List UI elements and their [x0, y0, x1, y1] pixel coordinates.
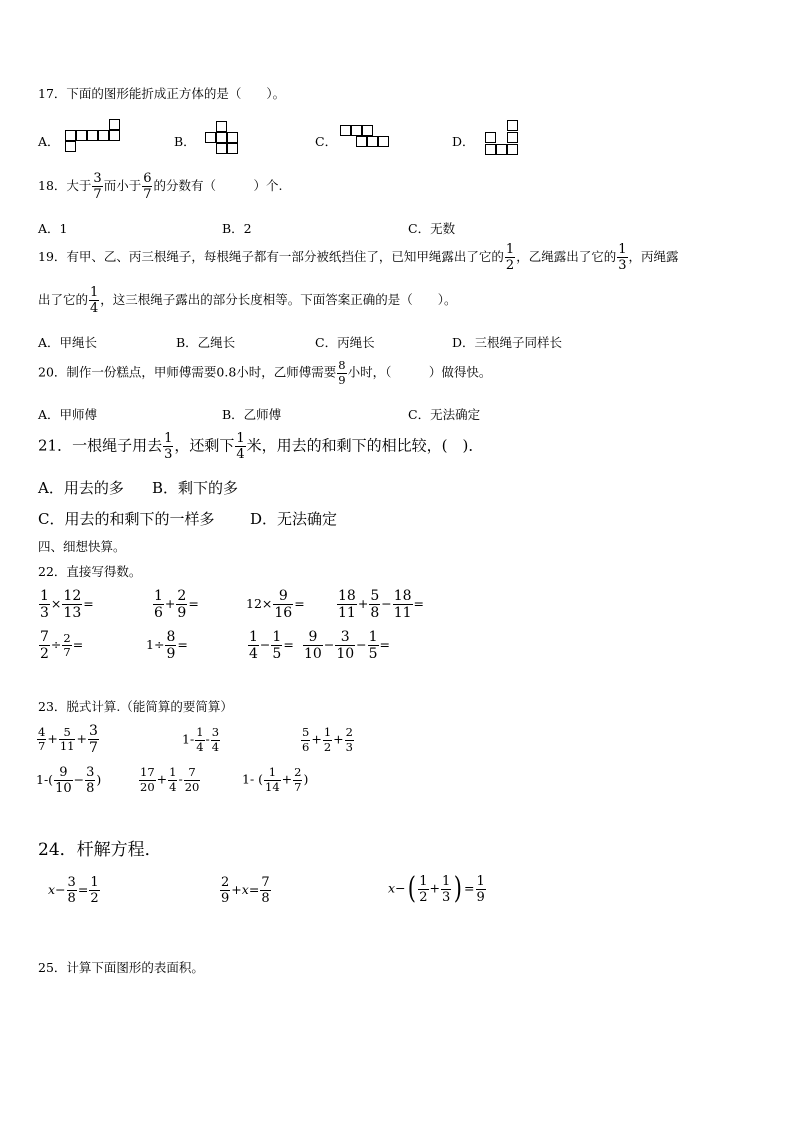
q19-option-a: A．甲绳长 [38, 335, 98, 350]
q24-equation-2: $\frac{2}{9}$ +x= $\frac{7}{8}$ [221, 875, 270, 906]
q19-option-c: C．丙绳长 [315, 335, 375, 350]
q22-title: 22．直接写得数。 [38, 564, 142, 579]
q18-option-b: B．2 [222, 221, 252, 236]
q22-expr-3: 12× $\frac{9}{16}$ = [246, 588, 305, 621]
q21-option-b: B．剩下的多 [152, 479, 239, 497]
q17-option-a: A． [38, 134, 60, 149]
q23-expr-1: $\frac{4}{7}$ + $\frac{5}{11}$ + $\frac{3}{7}$ [38, 723, 98, 756]
q19-option-b: B．乙绳长 [176, 335, 236, 350]
q24-title: 24．杆解方程． [38, 840, 162, 860]
q23-expr-6: 1- ( $\frac{1}{14}$ + $\frac{2}{7}$ ) [242, 765, 309, 794]
q24-equation-1: x− $\frac{3}{8}$ = $\frac{1}{2}$ [48, 875, 99, 906]
fraction: $\frac{1}{2}$ [505, 242, 515, 273]
q21-option-a: A．用去的多 [38, 479, 124, 497]
fraction: $\frac{6}{7}$ [143, 171, 152, 202]
q20-option-c: C．无法确定 [408, 407, 481, 422]
q22-expr-1: $\frac{1}{3}$ × $\frac{12}{13}$ = [40, 588, 94, 621]
q22-expr-5: $\frac{7}{2}$ ÷ $\frac{2}{7}$ = [40, 629, 84, 662]
q17-option-d: D． [452, 134, 475, 149]
fraction: $\frac{3}{7}$ [93, 171, 102, 202]
q20-option-b: B．乙师傅 [222, 407, 282, 422]
q19-line2: 出了它的 $\frac{1}{4}$ ，这三根绳子露出的部分长度相等。下面答案正确的是（ ）。 [38, 285, 457, 316]
fraction: $\frac{1}{4}$ [236, 431, 245, 462]
q17-option-c: C． [315, 134, 338, 149]
q18-option-c: C．无数 [408, 221, 456, 236]
q18-stem: 18．大于 $\frac{3}{7}$ 而小于 $\frac{6}{7}$ 的分数有（ ）个. [38, 171, 283, 202]
q18-option-a: A．1 [38, 221, 68, 236]
fraction: $\frac{1}{3}$ [164, 431, 173, 462]
q19-option-d: D．三根绳子同样长 [452, 335, 563, 350]
q21-option-c: C．用去的和剩下的一样多 [38, 510, 215, 528]
q17-option-b: B． [174, 134, 196, 149]
fraction: $\frac{1}{3}$ [618, 242, 627, 273]
q23-expr-5: $\frac{17}{20}$ + $\frac{1}{4}$ - $\frac{7}{20}$ [140, 765, 200, 794]
q17-stem: 17．下面的图形能折成正方体的是（ ）。 [38, 86, 286, 101]
q22-expr-7: $\frac{1}{4}$ − $\frac{1}{5}$ = [249, 629, 294, 662]
q23-expr-3: $\frac{5}{6}$ + $\frac{1}{2}$ + $\frac{2}{3}$ [302, 725, 353, 754]
q21-stem: 21．一根绳子用去 $\frac{1}{3}$ ，还剩下 $\frac{1}{4}$ 米，用去的和剩下的相比较，( )． [38, 431, 484, 462]
q24-equation-3: x−( $\frac{1}{2}$ + $\frac{1}{3}$ ) = $\frac{1}{9}$ [388, 871, 485, 906]
q23-expr-4: 1-( $\frac{9}{10}$ − $\frac{3}{8}$ ) [36, 765, 102, 796]
q19-line1: 19．有甲、乙、丙三根绳子，每根绳子都有一部分被纸挡住了，已知甲绳露出了它的 $\frac{1}{2}$ ，乙绳露出了它的 $\frac{1}{3}$ ，丙绳露 [38, 242, 679, 273]
fraction: $\frac{1}{4}$ [90, 285, 99, 316]
q25-stem: 25．计算下面图形的表面积。 [38, 960, 204, 975]
q22-expr-2: $\frac{1}{6}$ + $\frac{2}{9}$ = [154, 588, 199, 621]
fraction: $\frac{8}{9}$ [338, 358, 346, 387]
q23-expr-2: 1- $\frac{1}{4}$ - $\frac{3}{4}$ [182, 725, 220, 754]
q20-option-a: A．甲师傅 [38, 407, 98, 422]
q23-title: 23．脱式计算.（能简算的要简算） [38, 699, 233, 714]
q22-expr-4: $\frac{18}{11}$ + $\frac{5}{8}$ − $\frac{18}{11}$ = [338, 588, 425, 621]
q22-expr-8: $\frac{9}{10}$ − $\frac{3}{10}$ − $\frac{1}{5}$ = [304, 629, 391, 662]
q21-option-d: D．无法确定 [250, 510, 338, 528]
section-heading: 四、细想快算。 [38, 539, 126, 554]
q20-stem: 20．制作一份糕点，甲师傅需要0.8小时，乙师傅需要 $\frac{8}{9}$ 小时，（ ）做得快。 [38, 358, 492, 387]
q22-expr-6: 1÷ $\frac{8}{9}$ = [146, 629, 188, 662]
